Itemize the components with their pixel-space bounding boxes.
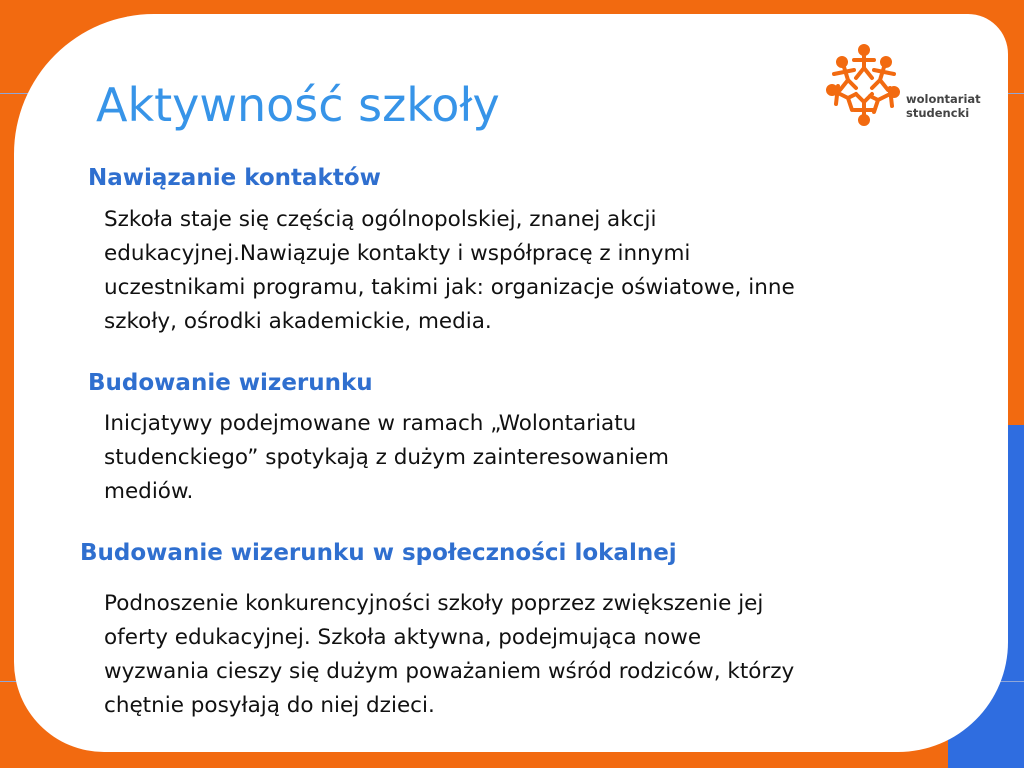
section-body-line: studenckiego” spotykają z dużym zainteresowaniem bbox=[104, 445, 670, 470]
volunteer-figures-icon bbox=[824, 40, 904, 130]
section-heading-local-image: Budowanie wizerunku w społeczności lokalnej bbox=[80, 540, 677, 566]
section-body-line: Podnoszenie konkurencyjności szkoły poprzez zwiększenie jej bbox=[104, 591, 764, 616]
section-body-line: uczestnikami programu, takimi jak: organizacje oświatowe, inne bbox=[104, 275, 795, 300]
section-body-line: wyzwania cieszy się dużym poważaniem wśród rodziców, którzy bbox=[104, 659, 795, 684]
logo-text-line2: studencki bbox=[906, 106, 970, 120]
section-body-local-image bbox=[104, 587, 794, 723]
logo bbox=[824, 40, 994, 130]
logo-text bbox=[906, 92, 981, 120]
slide-title: Aktywność szkoły bbox=[96, 78, 500, 132]
section-heading-contacts: Nawiązanie kontaktów bbox=[88, 165, 381, 191]
section-body-contacts bbox=[104, 203, 795, 339]
section-body-line: Szkoła staje się częścią ogólnopolskiej, znanej akcji bbox=[104, 207, 657, 232]
section-body-line: mediów. bbox=[104, 479, 194, 504]
section-body-line: edukacyjnej.Nawiązuje kontakty i współpracę z innymi bbox=[104, 241, 691, 266]
section-body-line: oferty edukacyjnej. Szkoła aktywna, podejmująca nowe bbox=[104, 625, 702, 650]
section-body-line: szkoły, ośrodki akademickie, media. bbox=[104, 309, 492, 334]
section-heading-image: Budowanie wizerunku bbox=[88, 370, 373, 396]
section-body-image bbox=[104, 407, 669, 509]
logo-text-line1: wolontariat bbox=[906, 92, 981, 106]
section-body-line: Inicjatywy podejmowane w ramach „Wolontariatu bbox=[104, 411, 637, 436]
section-body-line: chętnie posyłają do niej dzieci. bbox=[104, 693, 435, 718]
